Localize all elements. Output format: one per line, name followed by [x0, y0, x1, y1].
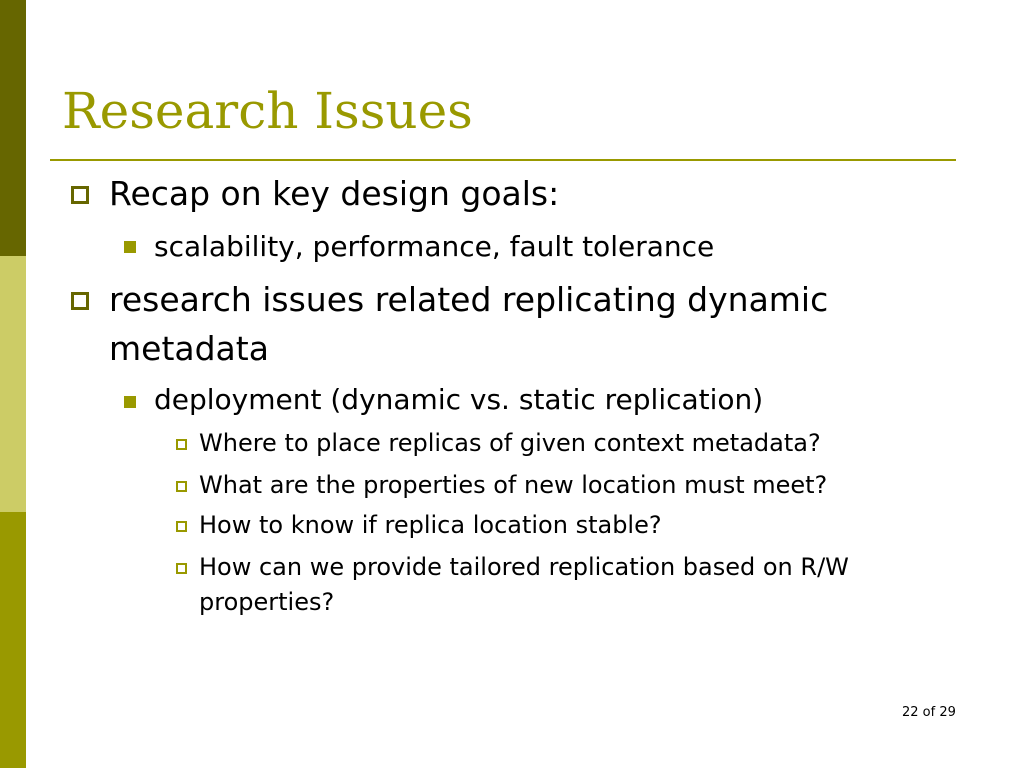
- bullet-square-hollow-icon: [71, 186, 89, 204]
- bullet-square-small-icon: [176, 521, 187, 532]
- bullet-text-line-2: metadata: [109, 329, 269, 368]
- sidebar-band-dark: [0, 0, 26, 256]
- sidebar-band-mid: [0, 512, 26, 768]
- bullet-text-line-1: research issues related replicating dynamic: [109, 280, 829, 319]
- sub-sub-bullet-text: How to know if replica location stable?: [199, 511, 662, 539]
- sub-sub-bullet-text: What are the properties of new location must meet?: [199, 471, 828, 499]
- bullet-square-small-icon: [176, 439, 187, 450]
- sub-sub-bullet-text-line-2: properties?: [199, 588, 335, 616]
- sidebar-band-light: [0, 256, 26, 512]
- sub-bullet-text: deployment (dynamic vs. static replication): [154, 383, 764, 416]
- bullet-square-small-icon: [176, 481, 187, 492]
- bullet-square-hollow-icon: [71, 292, 89, 310]
- bullet-square-filled-icon: [124, 396, 136, 408]
- sub-sub-bullet-text-line-1: How can we provide tailored replication based on R/W: [199, 553, 849, 581]
- bullet-square-small-icon: [176, 563, 187, 574]
- sub-sub-bullet-text: Where to place replicas of given context metadata?: [199, 429, 821, 457]
- page-number: 22 of 29: [902, 705, 956, 720]
- sidebar-decoration: [0, 0, 26, 768]
- bullet-square-filled-icon: [124, 241, 136, 253]
- title-divider: [50, 159, 956, 161]
- slide-title: Research Issues: [62, 82, 473, 140]
- bullet-text: Recap on key design goals:: [109, 174, 560, 213]
- sub-bullet-text: scalability, performance, fault tolerance: [154, 230, 715, 263]
